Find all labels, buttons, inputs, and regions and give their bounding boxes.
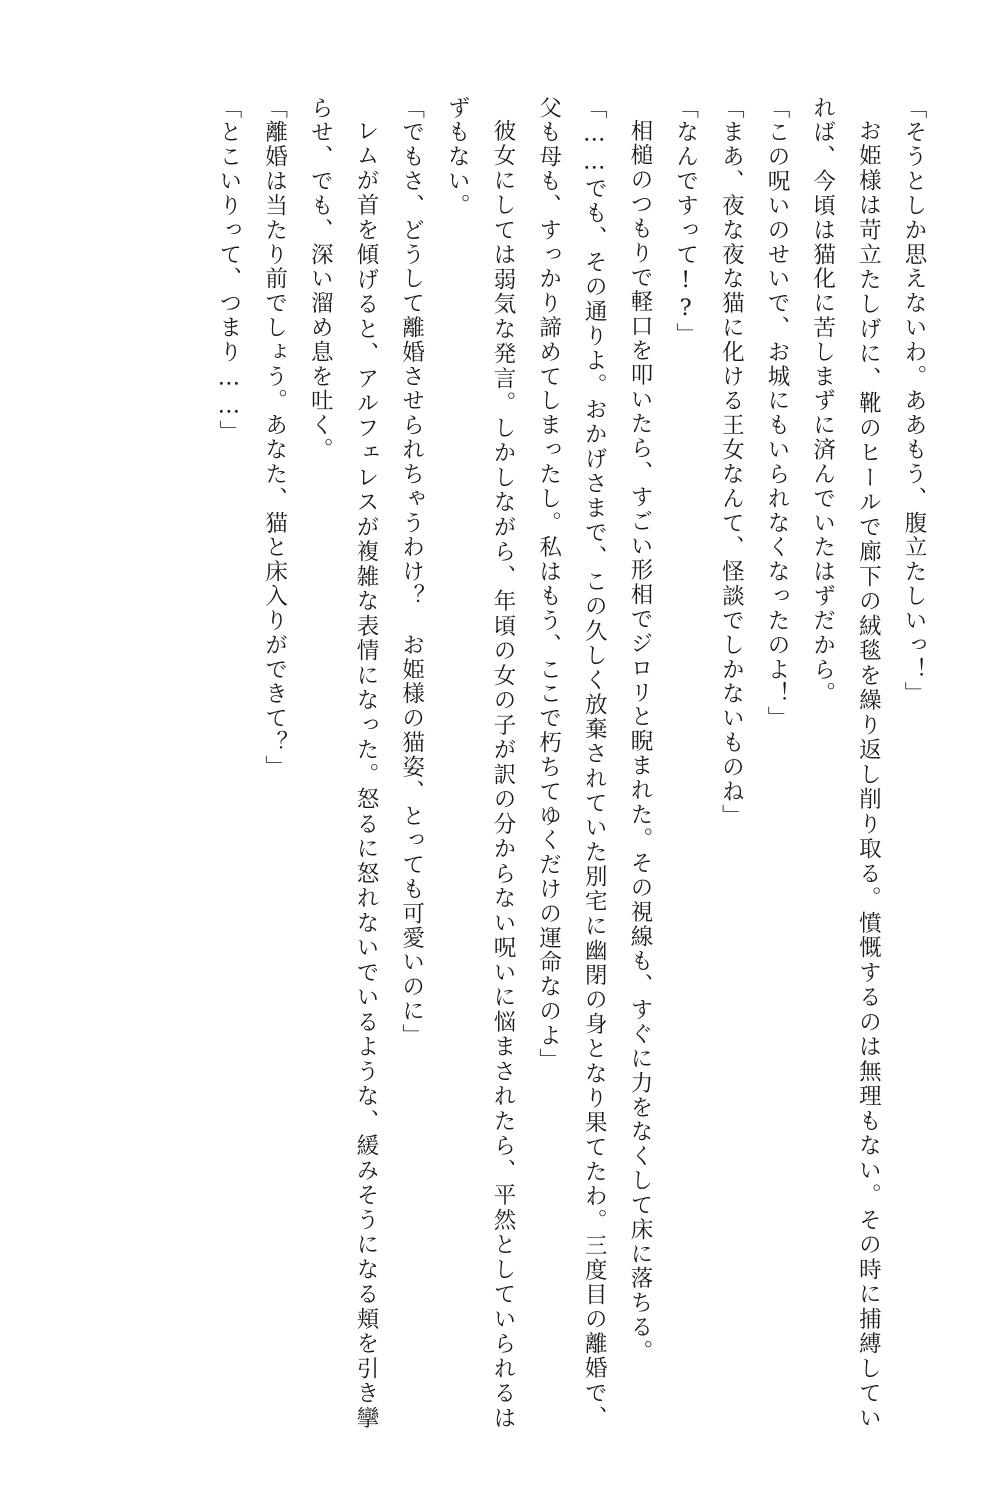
paragraph: 「この呪いのせいで、お城にもいられなくなったのよ！」 <box>763 96 790 731</box>
paragraph: 「なんですって!?」 <box>672 96 699 348</box>
paragraph: お姫様は苛立たしげに、靴のヒールで廊下の絨毯を繰り返し削り取る。憤慨するのは無理もない。その時に捕縛していれば、今頃は猫化に苦しまずに済んでいたはずだから。 <box>809 96 882 1430</box>
vertical-text-body <box>60 96 936 1430</box>
paragraph: 「……でも、その通りよ。おかげさまで、この久しく放棄されていた別宅に幽閉の身となり果てたわ。三度目の離婚で、父も母も、すっかり諦めてしまったし。私はもう、ここで朽ちてゆくだけの運命なのよ」 <box>535 96 608 1430</box>
paragraph: 彼女にしては弱気な発言。しかしながら、年頃の女の子が訳の分からない呪いに悩まされたら、平然としていられるはずもない。 <box>444 96 516 1430</box>
paragraph: 「そうとしか思えないわ。ああもう、腹立たしいっ！」 <box>901 96 927 707</box>
paragraph: 「離婚は当たり前でしょう。あなた、猫と床入りができて？」 <box>261 96 288 780</box>
paragraph: 「とこいりって、つまり……」 <box>215 96 242 445</box>
paragraph: レムが首を傾げると、アルフェレスが複雑な表情になった。怒るに怒れないでいるような、緩みそうになる頬を引き攣らせ、でも、深い溜め息を吐く。 <box>307 96 379 1430</box>
paragraph: 相槌のつもりで軽口を叩いたら、すごい形相でジロリと睨まれた。その視線も、すぐに力をなくして床に落ちる。 <box>626 118 653 1364</box>
paragraph: 「でもさ、どうして離婚させられちゃうわけ？ お姫様の猫姿、とっても可愛いのに」 <box>398 96 425 1049</box>
paragraph: 「まあ、夜な夜な猫に化ける王女なんて、怪談でしかないものね」 <box>718 96 745 829</box>
